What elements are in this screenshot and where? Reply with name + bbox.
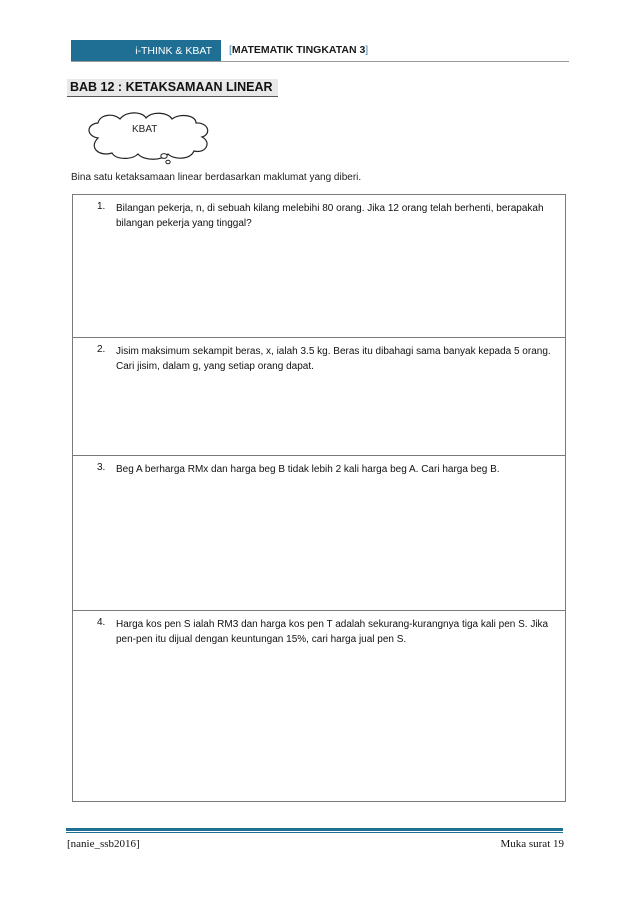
question-number: 2.: [97, 344, 106, 355]
question-number: 4.: [97, 617, 106, 628]
cloud-label: KBAT: [132, 124, 158, 135]
question-row-3: [73, 455, 565, 610]
question-row-4: [73, 610, 565, 801]
question-row-1: [73, 195, 565, 337]
header-bracket-close: ]: [365, 44, 369, 56]
header-band: [71, 40, 221, 61]
footer-page-number: Muka surat 19: [500, 838, 564, 850]
thought-cloud-icon: [80, 110, 220, 166]
header-bracket-open: [: [229, 44, 232, 56]
footer-rule: [66, 828, 563, 831]
header-rule: [71, 61, 569, 62]
question-text: Harga kos pen S ialah RM3 dan harga kos pen T adalah sekurang-kurangnya tiga kali pen S. Jika pen-pen itu dijual dengan keuntungan 15%, cari harga jual pen S.: [116, 619, 549, 645]
question-text: Jisim maksimum sekampit beras, x, ialah 3.5 kg. Beras itu dibahagi sama banyak kepada 5 orang. Cari jisim, dalam g, yang setiap orang dapat.: [116, 346, 551, 372]
question-number: 1.: [97, 201, 106, 212]
question-text: Beg A berharga RMx dan harga beg B tidak lebih 2 kali harga beg A. Cari harga beg B.: [116, 464, 500, 475]
footer-author: [nanie_ssb2016]: [67, 838, 140, 850]
header-title-text: MATEMATIK TINGKATAN 3: [231, 44, 366, 56]
header-title: [229, 44, 368, 56]
chapter-title: BAB 12 : KETAKSAMAAN LINEAR: [67, 79, 278, 97]
footer-rule-thin: [66, 832, 563, 833]
question-text: Bilangan pekerja, n, di sebuah kilang melebihi 80 orang. Jika 12 orang telah berhenti, berapakah bilangan pekerja yang tinggal?: [116, 203, 544, 229]
instruction-text: Bina satu ketaksamaan linear berdasarkan maklumat yang diberi.: [71, 172, 362, 183]
question-number: 3.: [97, 462, 106, 473]
question-row-2: [73, 337, 565, 455]
question-table: [72, 194, 566, 802]
header-band-label: i-THINK & KBAT: [135, 44, 212, 57]
